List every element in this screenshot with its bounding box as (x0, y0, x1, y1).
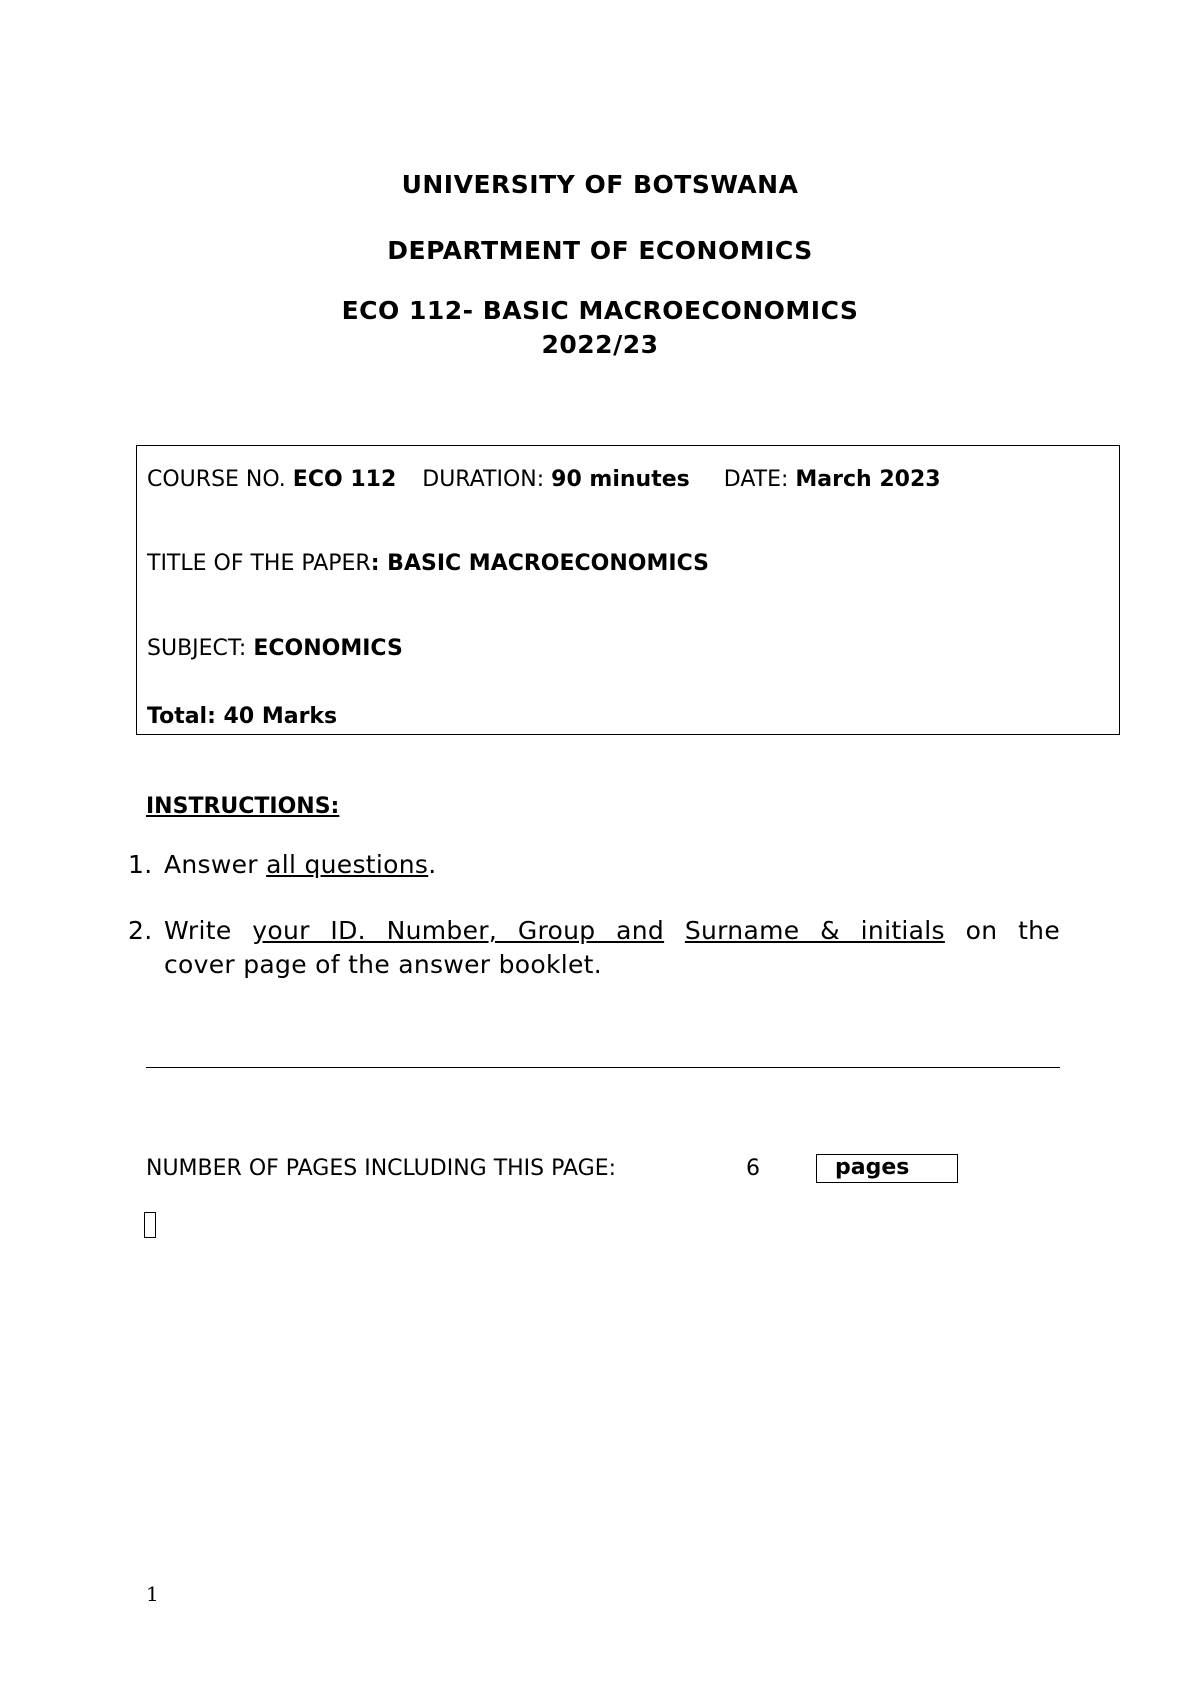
instruction-line-1 (164, 914, 1060, 948)
academic-year: 2022/23 (541, 330, 659, 359)
course-no-label: COURSE NO. (147, 467, 293, 492)
instruction-text-part: on the (944, 916, 1061, 945)
instruction-emphasis: Surname & initials (684, 916, 945, 945)
duration-label: DURATION: (422, 467, 552, 492)
instruction-number: 1. (128, 850, 153, 879)
duration-value: 90 minutes (551, 467, 690, 492)
instruction-line-2: cover page of the answer booklet. (164, 950, 603, 979)
instruction-text (164, 848, 1060, 882)
pages-unit-box: pages (816, 1154, 958, 1183)
instruction-item-2 (128, 914, 1060, 982)
instruction-number: 2. (128, 916, 153, 945)
instruction-text-part: Answer (164, 850, 267, 879)
page-count-label: NUMBER OF PAGES INCLUDING THIS PAGE: (146, 1156, 617, 1181)
instruction-emphasis: your ID. Number, Group and (252, 916, 665, 945)
date-label: DATE: (723, 467, 796, 492)
course-title: ECO 112- BASIC MACROECONOMICS (341, 296, 859, 325)
instruction-text-part: Write (164, 916, 253, 945)
paper-title-row (147, 550, 709, 578)
subject-label: SUBJECT: (147, 636, 254, 661)
missing-glyph-icon (144, 1212, 156, 1238)
date-value: March 2023 (795, 467, 941, 492)
exam-details-row (147, 466, 941, 494)
page-number: 1 (146, 1582, 159, 1606)
subject-row (147, 635, 403, 663)
subject-value: ECONOMICS (253, 636, 403, 661)
instruction-text (164, 914, 1060, 982)
instruction-text-part: . (428, 850, 437, 879)
paper-title-label: TITLE OF THE PAPER (147, 551, 371, 576)
course-no-value: ECO 112 (292, 467, 397, 492)
total-marks: Total: 40 Marks (147, 704, 338, 729)
instruction-item-1 (128, 848, 1060, 882)
instruction-text-part (664, 916, 685, 945)
instruction-emphasis: all questions (266, 850, 429, 879)
paper-title-value: : BASIC MACROECONOMICS (370, 551, 709, 576)
horizontal-divider (146, 1067, 1060, 1068)
exam-info-box (136, 445, 1120, 735)
university-name: UNIVERSITY OF BOTSWANA (401, 170, 799, 199)
instructions-heading: INSTRUCTIONS: (146, 794, 340, 819)
page-count-value: 6 (746, 1156, 760, 1181)
department-name: DEPARTMENT OF ECONOMICS (387, 236, 813, 265)
